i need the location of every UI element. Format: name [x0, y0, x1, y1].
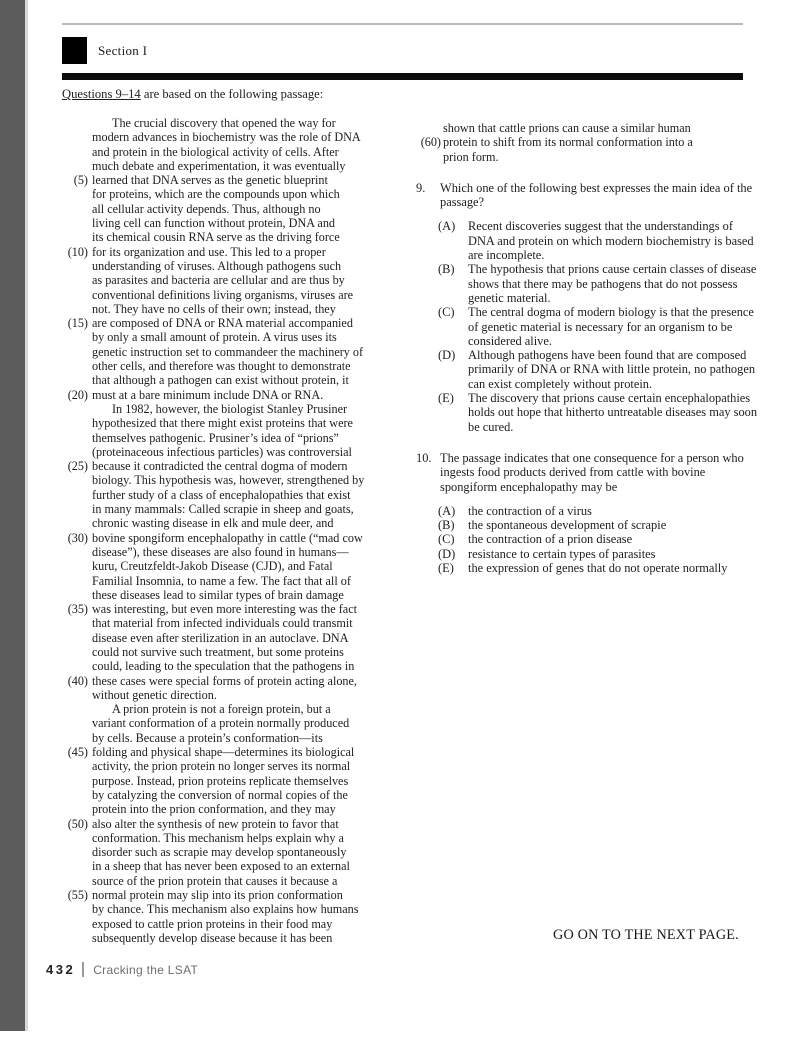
passage-line [62, 116, 407, 130]
passage-line [62, 202, 407, 216]
passage-line [62, 716, 407, 730]
passage-line-text: also alter the synthesis of new protein to favor that [92, 816, 339, 831]
section-header [62, 37, 147, 64]
line-number [62, 116, 92, 130]
line-number: (5) [73, 173, 88, 188]
line-number: (50) [67, 816, 88, 831]
passage-line [62, 402, 407, 416]
line-number: (60) [420, 135, 441, 150]
answer-choice [416, 219, 762, 262]
line-number [62, 445, 92, 459]
answer-choice [416, 547, 762, 561]
intro-text: are based on the following passage: [140, 87, 324, 101]
question-number: 10. [416, 450, 432, 465]
line-number [62, 345, 92, 359]
passage-line-text: protein into the prion conformation, and they may [92, 802, 336, 817]
passage-line [62, 459, 407, 473]
passage-line [62, 273, 407, 287]
answer-choice [416, 348, 762, 391]
passage-line [62, 659, 407, 673]
passage-line [62, 602, 407, 616]
passage-line [62, 845, 407, 859]
passage-line-text: these cases were special forms of protein acting alone, [92, 673, 357, 688]
passage-line-text: that although a pathogen can exist without protein, it [92, 373, 349, 388]
choice-text: Although pathogens have been found that are composed primarily of DNA or RNA with little protein, no pathogen can exist completely without protein. [468, 348, 756, 391]
line-number [62, 330, 92, 344]
line-number [62, 145, 92, 159]
passage-line [62, 187, 407, 201]
passage-line [62, 802, 407, 816]
answer-choice [416, 504, 762, 518]
passage-left-column [62, 116, 407, 945]
go-on-text: GO ON TO THE NEXT PAGE. [553, 927, 739, 943]
line-number: (10) [67, 244, 88, 259]
choice-text: the contraction of a virus [468, 503, 592, 518]
passage-line [62, 145, 407, 159]
passage-line [62, 531, 407, 545]
question-stem: Which one of the following best expresses the main idea of the passage? [440, 180, 753, 210]
passage-line-text: all cellular activity depends. Thus, although no [92, 201, 321, 216]
passage-line [62, 588, 407, 602]
page-edge-bar [0, 0, 28, 1031]
answer-choices [416, 219, 762, 433]
line-number: (20) [67, 387, 88, 402]
passage-line [62, 416, 407, 430]
choice-letter: (E) [438, 391, 454, 406]
section-divider-rule [62, 73, 743, 80]
passage-line [62, 288, 407, 302]
passage-line-text: disease”), these diseases are also found in humans— [92, 544, 349, 559]
passage-line [62, 631, 407, 645]
passage-line [62, 574, 407, 588]
passage-line [62, 473, 407, 487]
line-number [62, 588, 92, 602]
passage-line [62, 917, 407, 931]
line-number: (40) [67, 673, 88, 688]
passage-line [62, 216, 407, 230]
passage-line-text: purpose. Instead, prion proteins replicate themselves [92, 773, 349, 788]
passage-line-text: its chemical cousin RNA serve as the driving force [92, 230, 340, 245]
line-number [62, 802, 92, 816]
line-number [416, 121, 443, 135]
passage-line [62, 874, 407, 888]
passage-line-text: by chance. This mechanism also explains how humans [92, 902, 359, 917]
passage-line [62, 230, 407, 244]
passage-line-text: activity, the prion protein no longer serves its normal [92, 759, 351, 774]
top-rule [62, 23, 743, 25]
line-number [62, 302, 92, 316]
line-number: (25) [67, 459, 88, 474]
footer-divider [82, 962, 84, 977]
passage-line-text: that material from infected individuals could transmit [92, 616, 353, 631]
passage-line-text: (proteinaceous infectious particles) was controversial [92, 444, 352, 459]
passage-line [62, 345, 407, 359]
line-number [62, 288, 92, 302]
passage-line-text: as parasites and bacteria are cellular and are thus by [92, 273, 345, 288]
passage-line [62, 388, 407, 402]
line-number [62, 502, 92, 516]
choice-letter: (E) [438, 561, 454, 576]
line-number [62, 431, 92, 445]
line-number [62, 774, 92, 788]
line-number [62, 187, 92, 201]
passage-line [62, 616, 407, 630]
book-title: Cracking the LSAT [93, 962, 199, 977]
passage-line [62, 817, 407, 831]
line-number [62, 259, 92, 273]
passage-line-text: by cells. Because a protein’s conformation—its [92, 730, 323, 745]
choice-letter: (B) [438, 262, 455, 277]
passage-line-text: modern advances in biochemistry was the role of DNA [92, 130, 361, 145]
choice-letter: (A) [438, 503, 456, 518]
passage-line-text: folding and physical shape—determines its biological [92, 745, 355, 760]
passage-line [62, 302, 407, 316]
line-number [62, 616, 92, 630]
answer-choice [416, 262, 762, 305]
passage-line-text: was interesting, but even more interesting was the fact [92, 602, 357, 617]
passage-line [62, 702, 407, 716]
line-number: (55) [67, 888, 88, 903]
line-number [62, 716, 92, 730]
choice-letter: (A) [438, 219, 456, 234]
passage-line-text: A prion protein is not a foreign protein, but a [112, 702, 331, 717]
line-number [62, 473, 92, 487]
passage-line-text: for proteins, which are the compounds upon which [92, 187, 340, 202]
passage-line-text: these diseases lead to similar types of brain damage [92, 587, 344, 602]
line-number: (35) [67, 602, 88, 617]
passage-line-text: by catalyzing the conversion of normal copies of the [92, 787, 348, 802]
passage-line [62, 245, 407, 259]
line-number [62, 159, 92, 173]
passage-intro [62, 87, 323, 102]
passage-line-text: biology. This hypothesis was, however, strengthened by [92, 473, 365, 488]
passage-line [62, 731, 407, 745]
line-number [62, 574, 92, 588]
passage-line-text: conformation. This mechanism helps explain why a [92, 830, 344, 845]
passage-line-text: disease even after sterilization in an autoclave. DNA [92, 630, 349, 645]
line-number [62, 130, 92, 144]
passage-line-text: other cells, and therefore was thought to demonstrate [92, 359, 351, 374]
passage-line-text: because it contradicted the central dogma of modern [92, 459, 348, 474]
line-number [62, 645, 92, 659]
line-number [62, 545, 92, 559]
choice-text: the expression of genes that do not operate normally [468, 561, 728, 576]
passage-line-text: by only a small amount of protein. A virus uses its [92, 330, 337, 345]
passage-line-text: exposed to cattle prion proteins in their food may [92, 916, 333, 931]
answer-choice [416, 561, 762, 575]
choice-text: the contraction of a prion disease [468, 532, 633, 547]
choice-letter: (C) [438, 532, 455, 547]
choice-text: the spontaneous development of scrapie [468, 518, 667, 533]
passage-line [62, 316, 407, 330]
passage-line-text: bovine spongiform encephalopathy in cattle (“mad cow [92, 530, 363, 545]
passage-line-text: for its organization and use. This led to a proper [92, 244, 326, 259]
passage-line-text: source of the prion protein that causes it because a [92, 873, 338, 888]
question [416, 181, 762, 434]
line-number [62, 731, 92, 745]
choice-text: resistance to certain types of parasites [468, 546, 656, 561]
line-number [416, 150, 443, 164]
answer-choice [416, 305, 762, 348]
right-column [416, 121, 762, 575]
passage-line-text: could, leading to the speculation that the pathogens in [92, 659, 355, 674]
passage-line [62, 759, 407, 773]
question-stem-row [416, 181, 762, 210]
passage-line [62, 359, 407, 373]
questions-range: Questions 9–14 [62, 87, 141, 101]
passage-line-text: shown that cattle prions can cause a similar human [443, 121, 691, 135]
passage-line-text: protein to shift from its normal conformation into a [443, 135, 693, 150]
passage-line [62, 516, 407, 530]
line-number [62, 831, 92, 845]
line-number [62, 931, 92, 945]
line-number [62, 917, 92, 931]
passage-line-text: in a sheep that has never been exposed to an external [92, 859, 350, 874]
passage-line [62, 502, 407, 516]
passage-line [62, 788, 407, 802]
passage-line [62, 130, 407, 144]
passage-line [62, 545, 407, 559]
passage-line-text: The crucial discovery that opened the way for [112, 116, 336, 130]
passage-line-text: living cell can function without protein, DNA and [92, 216, 336, 231]
passage-line [416, 135, 762, 149]
line-number [62, 488, 92, 502]
passage-line [416, 150, 762, 164]
line-number: (15) [67, 316, 88, 331]
line-number [62, 230, 92, 244]
passage-line [62, 173, 407, 187]
line-number [62, 688, 92, 702]
passage-line [62, 831, 407, 845]
line-number: (30) [67, 530, 88, 545]
line-number [62, 659, 92, 673]
passage-line [62, 745, 407, 759]
line-number [62, 702, 92, 716]
passage-line-text: without genetic direction. [92, 687, 217, 702]
passage-line [62, 488, 407, 502]
passage-line [62, 902, 407, 916]
passage-line-text: conventional definitions living organisms, viruses are [92, 287, 354, 302]
passage-line [62, 688, 407, 702]
choice-letter: (B) [438, 518, 455, 533]
section-title: Section I [98, 42, 148, 58]
passage-line-text: variant conformation of a protein normally produced [92, 716, 350, 731]
line-number [62, 202, 92, 216]
choice-text: The discovery that prions cause certain encephalopathies holds out hope that hitherto untreatable diseases may soon be cured. [468, 391, 758, 434]
line-number [62, 902, 92, 916]
question-stem: The passage indicates that one consequence for a person who ingests food products derived from cattle with bovine spongiform encephalopathy may be [440, 450, 744, 494]
passage-line [62, 330, 407, 344]
passage-line-text: disorder such as scrapie may develop spontaneously [92, 845, 347, 860]
line-number: (45) [67, 745, 88, 760]
line-number [62, 759, 92, 773]
passage-line-text: hypothesized that there might exist proteins that were [92, 416, 353, 431]
section-marker-square [62, 37, 87, 64]
passage-line-text: genetic instruction set to commandeer the machinery of [92, 344, 364, 359]
line-number [62, 874, 92, 888]
choice-letter: (C) [438, 305, 455, 320]
answer-choice [416, 532, 762, 546]
passage-line-text: are composed of DNA or RNA material accompanied [92, 316, 353, 331]
passage-line [62, 645, 407, 659]
passage-line-text: Familial Insomnia, to name a few. The fact that all of [92, 573, 351, 588]
choice-letter: (D) [438, 348, 456, 363]
passage-line [62, 888, 407, 902]
passage-line-text: and protein in the biological activity of cells. After [92, 144, 339, 159]
passage-line-text: themselves pathogenic. Prusiner’s idea of “prions” [92, 430, 339, 445]
passage-line-text: normal protein may slip into its prion conformation [92, 888, 343, 903]
passage-line-text: kuru, Creutzfeldt-Jakob Disease (CJD), and Fatal [92, 559, 333, 574]
passage-line-text: learned that DNA serves as the genetic blueprint [92, 173, 328, 188]
page-footer [46, 962, 198, 977]
passage-line [62, 559, 407, 573]
passage-line [62, 373, 407, 387]
choice-letter: (D) [438, 546, 456, 561]
passage-line [416, 121, 762, 135]
questions-block [416, 181, 762, 575]
choice-text: Recent discoveries suggest that the understandings of DNA and protein on which modern biochemistry is based are incomplete. [468, 219, 754, 263]
page-number: 432 [46, 962, 76, 977]
line-number [62, 402, 92, 416]
answer-choices [416, 504, 762, 575]
passage-line-text: In 1982, however, the biologist Stanley Prusiner [112, 401, 348, 416]
answer-choice [416, 518, 762, 532]
passage-line-text: in many mammals: Called scrapie in sheep and goats, [92, 502, 354, 517]
passage-line-text: further study of a class of encephalopathies that exist [92, 487, 351, 502]
line-number [62, 273, 92, 287]
passage-line-text: could not survive such treatment, but some proteins [92, 644, 344, 659]
choice-text: The hypothesis that prions cause certain classes of disease shows that there may be pathogens that do not possess genetic material. [468, 262, 757, 305]
passage-right-column [416, 121, 762, 164]
line-number [62, 216, 92, 230]
passage-line-text: not. They have no cells of their own; instead, they [92, 301, 336, 316]
choice-text: The central dogma of modern biology is that the presence of genetic material is necessary for an organism to be considered alive. [468, 305, 754, 348]
line-number [62, 631, 92, 645]
passage-line-text: prion form. [443, 149, 499, 164]
passage-line [62, 859, 407, 873]
passage-line [62, 774, 407, 788]
passage-line-text: must at a bare minimum include DNA or RNA. [92, 387, 324, 402]
line-number [62, 859, 92, 873]
line-number [62, 373, 92, 387]
passage-line-text: subsequently develop disease because it has been [92, 930, 333, 945]
line-number [62, 416, 92, 430]
line-number [62, 788, 92, 802]
line-number [62, 516, 92, 530]
passage-line [62, 159, 407, 173]
passage-line [62, 445, 407, 459]
line-number [62, 559, 92, 573]
passage-line [62, 674, 407, 688]
answer-choice [416, 391, 762, 434]
line-number [62, 359, 92, 373]
passage-line-text: much debate and experimentation, it was eventually [92, 158, 346, 173]
passage-line-text: chronic wasting disease in elk and mule deer, and [92, 516, 334, 531]
passage-line-text: understanding of viruses. Although pathogens such [92, 258, 342, 273]
passage-line [62, 259, 407, 273]
passage-line [62, 431, 407, 445]
question-number: 9. [416, 180, 426, 195]
question [416, 451, 762, 575]
line-number [62, 845, 92, 859]
passage-line [62, 931, 407, 945]
question-stem-row [416, 451, 762, 494]
